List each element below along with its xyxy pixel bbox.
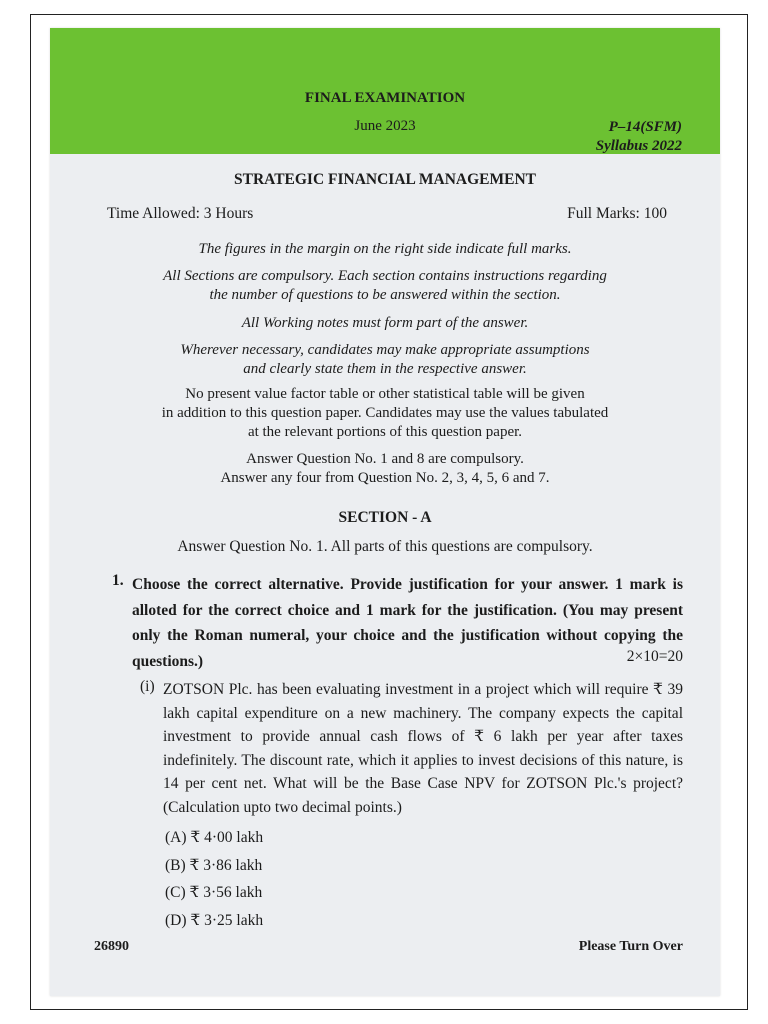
exam-title: FINAL EXAMINATION <box>304 90 466 106</box>
instruction-sections-line1: All Sections are compulsory. Each section contains instructions regarding <box>163 268 607 284</box>
option-d: (D) ₹ 3·25 lakh <box>165 912 264 929</box>
option-c: (C) ₹ 3·56 lakh <box>165 884 263 901</box>
time-allowed: Time Allowed: 3 Hours <box>107 205 254 222</box>
instruction-assumptions <box>120 341 650 379</box>
section-note: Answer Question No. 1. All parts of this questions are compulsory. <box>177 538 593 555</box>
option-a: (A) ₹ 4·00 lakh <box>165 829 264 846</box>
instruction-compulsory <box>120 450 650 488</box>
instruction-tables <box>100 385 670 442</box>
instruction-tables-line2: in addition to this question paper. Candidates may use the values tabulated <box>161 405 609 421</box>
instruction-compulsory-line1: Answer Question No. 1 and 8 are compulsory. <box>246 451 524 467</box>
question-number: 1. <box>112 572 124 589</box>
subquestion-text: ZOTSON Plc. has been evaluating investment in a project which will require ₹ 39 lakh capital expenditure on a new machinery. The company expects the capital investment to provide annual cash flows of ₹ 6 lakh per year after taxes indefinitely. The discount rate, which it applies to invest decisions of this nature, is 14 per cent net. What will be the Base Case NPV for ZOTSON Plc.'s project? (Calculation upto two decimal points.) <box>163 681 683 816</box>
instruction-sections <box>120 267 650 305</box>
instruction-working-notes: All Working notes must form part of the answer. <box>241 315 529 331</box>
instruction-margin-note: The figures in the margin on the right side indicate full marks. <box>198 241 572 257</box>
syllabus-label: Syllabus 2022 <box>595 138 682 154</box>
question-marks: 2×10=20 <box>626 648 683 665</box>
subquestion-number: (i) <box>140 678 155 695</box>
instruction-tables-line3: at the relevant portions of this question paper. <box>247 424 523 440</box>
question-text: Choose the correct alternative. Provide justification for your answer. 1 mark is alloted for the correct choice and 1 mark for the justification. (You may present only the Roman numeral, your choice and the justification without copying the questions.) <box>132 576 683 670</box>
subject-title: STRATEGIC FINANCIAL MANAGEMENT <box>234 171 536 188</box>
exam-date: June 2023 <box>354 118 416 134</box>
paper-code: P–14(SFM) <box>608 119 682 135</box>
option-b: (B) ₹ 3·86 lakh <box>165 857 263 874</box>
section-title: SECTION - A <box>338 509 432 526</box>
instruction-compulsory-line2: Answer any four from Question No. 2, 3, 4, 5, 6 and 7. <box>220 470 550 486</box>
instruction-assumptions-line1: Wherever necessary, candidates may make appropriate assumptions <box>180 342 590 358</box>
full-marks: Full Marks: 100 <box>567 205 667 222</box>
instruction-tables-line1: No present value factor table or other statistical table will be given <box>185 386 585 402</box>
please-turn-over: Please Turn Over <box>578 939 683 954</box>
instruction-assumptions-line2: and clearly state them in the respective answer. <box>243 361 527 377</box>
paper-code-block <box>596 118 682 156</box>
paper-serial-code: 26890 <box>94 939 129 954</box>
instruction-sections-line2: the number of questions to be answered within the section. <box>209 287 561 303</box>
